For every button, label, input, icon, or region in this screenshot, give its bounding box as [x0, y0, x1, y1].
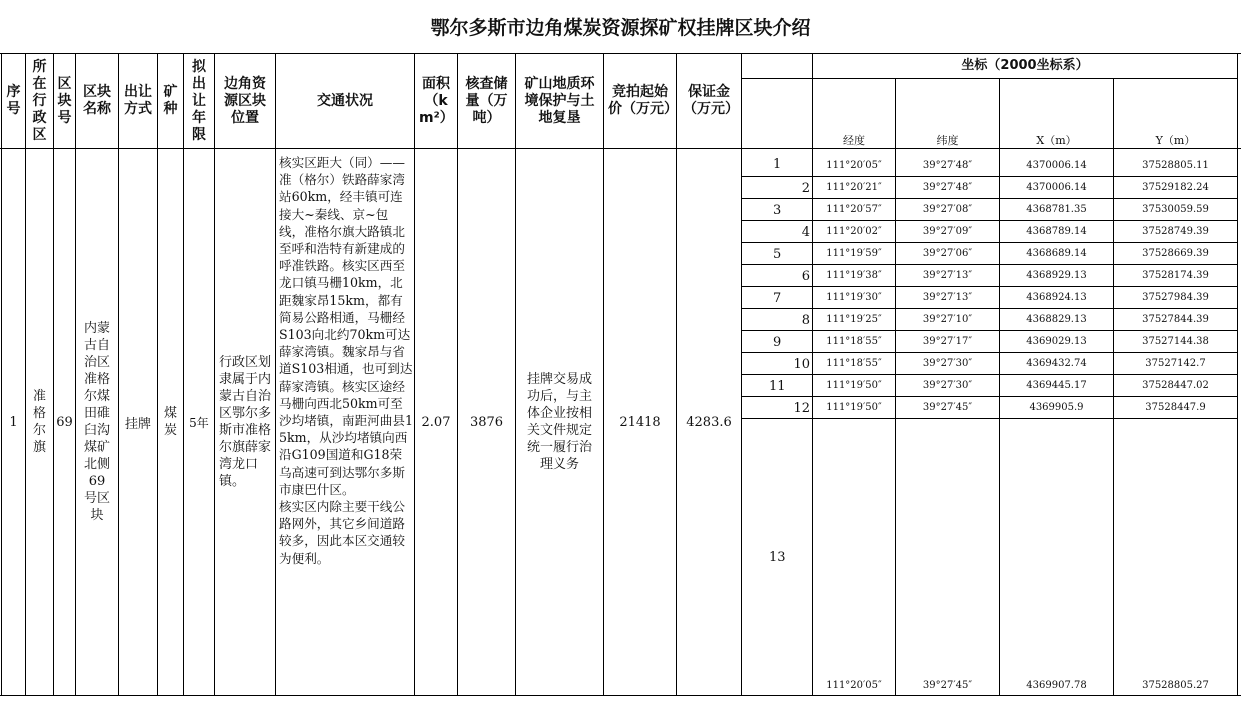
point-latitude: 39°27′10″	[922, 314, 973, 325]
header-y: Y（m）	[1155, 134, 1196, 147]
point-number: 11	[769, 379, 786, 394]
point-number: 3	[773, 203, 782, 218]
point-x: 4369905.9	[1029, 402, 1084, 413]
point-longitude: 111°18′55″	[826, 358, 882, 369]
point-longitude: 111°19′50″	[826, 402, 882, 413]
point-latitude: 39°27′30″	[922, 358, 973, 369]
cell-mineral: 煤炭	[163, 406, 177, 438]
header-region: 所在行政区	[32, 58, 47, 143]
header-coord-group: 坐标（2000坐标系）	[961, 58, 1089, 73]
point-longitude: 111°19′25″	[826, 314, 882, 325]
header-start-price: 竞拍起始价（万元）	[608, 84, 678, 117]
point-longitude: 111°18′55″	[826, 336, 882, 347]
point-number: 5	[773, 247, 782, 262]
header-block-name: 区块名称	[83, 84, 111, 117]
point-latitude: 39°27′48″	[922, 182, 973, 193]
point-x: 4368689.14	[1026, 248, 1087, 259]
cell-seq: 1	[9, 414, 18, 430]
point-latitude: 39°27′45″	[922, 402, 973, 413]
header-area: 面积（km²）	[419, 75, 454, 126]
point-y: 37528447.02	[1142, 380, 1209, 391]
point-latitude: 39°27′45″	[922, 680, 973, 691]
point-y: 37528174.39	[1142, 270, 1209, 281]
point-y: 37528749.39	[1142, 226, 1209, 237]
point-y: 37529182.24	[1142, 182, 1209, 193]
cell-block-name: 内蒙古自治区准格尔煤田碓臼沟煤矿北侧69号区块	[83, 321, 110, 523]
point-x: 4370006.14	[1026, 182, 1087, 193]
header-x: X（m）	[1036, 134, 1077, 147]
cell-reserve: 3876	[469, 414, 504, 430]
point-latitude: 39°27′17″	[922, 336, 973, 347]
header-lat: 纬度	[936, 134, 959, 147]
point-longitude: 111°20′57″	[826, 204, 882, 215]
header-mineral: 矿种	[163, 84, 178, 117]
cell-reclaim: 挂牌交易成功后，与主体企业按相关文件规定统一履行治理义务	[526, 372, 592, 472]
point-longitude: 111°19′59″	[826, 248, 882, 259]
point-number: 12	[793, 401, 810, 416]
point-y: 37527844.39	[1142, 314, 1209, 325]
point-number: 13	[769, 550, 786, 565]
point-number: 10	[793, 357, 810, 372]
cell-area: 2.07	[421, 414, 451, 430]
point-latitude: 39°27′30″	[922, 380, 973, 391]
point-longitude: 111°20′05″	[826, 160, 882, 171]
point-longitude: 111°20′05″	[826, 680, 882, 691]
point-latitude: 39°27′13″	[922, 270, 973, 281]
cell-start-price: 21418	[619, 414, 661, 430]
traffic-paragraph-1: 核实区距大（同）——准（格尔）铁路薛家湾站60km，经丰镇可连接大~秦线、京~包线，准格尔旗大路镇北至呼和浩特有新建成的呼准铁路。核实区西至龙口镇马栅10km，北距魏家昂15km，都有简易公路相通，马栅经S103向北约70km可达薛家湾镇。魏家昂与省道S103相通，也可到达薛家湾镇。核实区途经马栅向西北50km可至沙均堵镇，南距河曲县15km，从沙均堵镇向西沿G109国道和G18荣乌高速可到达鄂尔多斯市康巴什区。	[279, 155, 413, 497]
point-number: 9	[773, 335, 782, 350]
header-reserve: 核查储量（万吨）	[465, 75, 508, 126]
cell-location: 行政区划隶属于内蒙古自治区鄂尔多斯市准格尔旗薛家湾龙口镇。	[219, 355, 272, 489]
header-reclaim: 矿山地质环境保护与土地复垦	[524, 75, 595, 126]
point-longitude: 111°20′02″	[826, 226, 882, 237]
point-x: 4368781.35	[1026, 204, 1087, 215]
point-number: 1	[773, 157, 782, 172]
point-latitude: 39°27′48″	[922, 160, 973, 171]
point-longitude: 111°19′30″	[826, 292, 882, 303]
point-longitude: 111°19′50″	[826, 380, 882, 391]
cell-term: 5年	[189, 415, 209, 430]
point-latitude: 39°27′08″	[922, 204, 973, 215]
point-longitude: 111°20′21″	[826, 182, 882, 193]
point-x: 4370006.14	[1026, 160, 1087, 171]
point-x: 4369907.78	[1026, 680, 1087, 691]
point-number: 4	[801, 225, 810, 240]
traffic-paragraph-2: 核实区内除主要干线公路网外，其它乡间道路较多，因此本区交通较为便利。	[279, 499, 405, 566]
cell-block-no: 69	[56, 414, 73, 430]
point-number: 7	[773, 291, 782, 306]
point-y: 37530059.59	[1142, 204, 1209, 215]
cell-traffic	[279, 154, 413, 694]
point-x: 4368789.14	[1026, 226, 1087, 237]
point-number: 8	[801, 313, 810, 328]
point-number: 2	[801, 181, 810, 196]
point-x: 4369029.13	[1026, 336, 1087, 347]
point-longitude: 111°19′38″	[826, 270, 882, 281]
page-title: 鄂尔多斯市边角煤炭资源探矿权挂牌区块介绍	[430, 16, 811, 39]
point-x: 4369432.74	[1026, 358, 1087, 369]
point-y: 37528669.39	[1142, 248, 1209, 259]
point-x: 4369445.17	[1026, 380, 1087, 391]
point-y: 37527142.7	[1145, 358, 1206, 369]
point-latitude: 39°27′06″	[922, 248, 973, 259]
header-seq: 序号	[6, 84, 21, 117]
header-traffic: 交通状况	[317, 93, 373, 109]
point-y: 37528805.27	[1142, 680, 1209, 691]
point-x: 4368929.13	[1026, 270, 1087, 281]
cell-deposit: 4283.6	[686, 414, 732, 430]
cell-region: 准格尔旗	[32, 389, 46, 455]
header-block-no: 区块号	[57, 75, 72, 126]
point-y: 37527984.39	[1142, 292, 1209, 303]
header-transfer-method: 出让方式	[124, 84, 152, 117]
point-y: 37528805.11	[1142, 160, 1209, 171]
point-x: 4368829.13	[1026, 314, 1087, 325]
header-term: 拟出让年限	[192, 58, 206, 143]
point-y: 37528447.9	[1145, 402, 1206, 413]
header-location: 边角资源区块位置	[224, 75, 266, 126]
cell-transfer-method: 挂牌	[124, 416, 151, 432]
point-number: 6	[801, 269, 810, 284]
point-y: 37527144.38	[1142, 336, 1209, 347]
point-latitude: 39°27′13″	[922, 292, 973, 303]
point-latitude: 39°27′09″	[922, 226, 973, 237]
header-deposit: 保证金（万元）	[683, 84, 739, 117]
point-x: 4368924.13	[1026, 292, 1087, 303]
header-lng: 经度	[843, 134, 865, 147]
